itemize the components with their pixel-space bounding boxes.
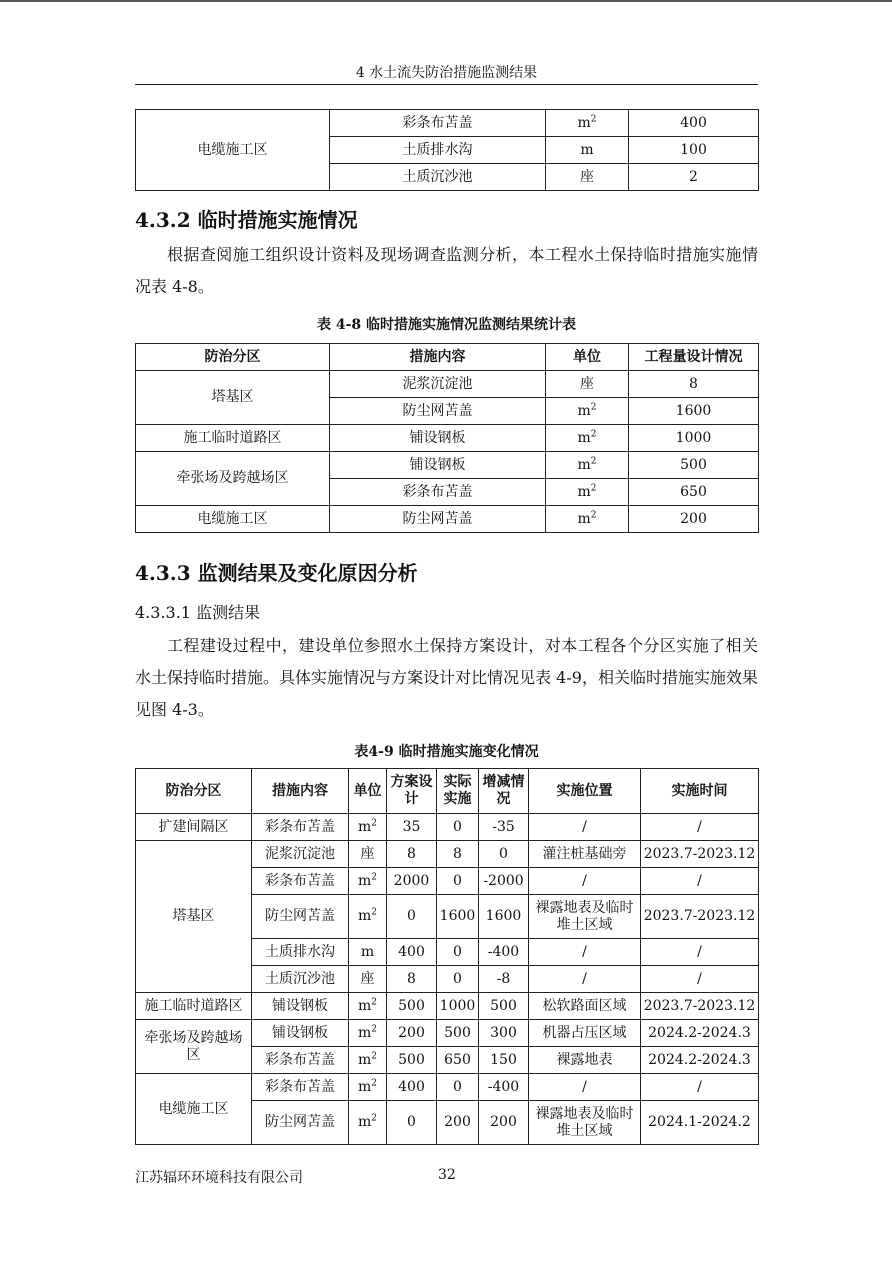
unit-cell: $m^2$: [349, 1101, 387, 1145]
location-cell: /: [529, 939, 641, 966]
design-cell: 8: [387, 841, 437, 868]
change-cell: 1600: [479, 895, 529, 939]
actual-cell: 1000: [437, 993, 479, 1020]
measure-cell: 铺设钢板: [252, 1020, 349, 1047]
measure-cell: 彩条布苫盖: [252, 814, 349, 841]
value-cell: 400: [629, 110, 759, 137]
unit-cell: $m^2$: [349, 993, 387, 1020]
table-row: [136, 841, 759, 868]
table-row: [136, 1074, 759, 1101]
change-cell: -35: [479, 814, 529, 841]
header-cell: 方案设计: [387, 769, 437, 814]
measure-cell: 防尘网苫盖: [252, 895, 349, 939]
zone-cell: 牵张场及跨越场区: [136, 452, 330, 506]
paragraph-432: 根据查阅施工组织设计资料及现场调查监测分析，本工程水土保持临时措施实施情况表 4-8。: [135, 245, 758, 296]
actual-cell: 0: [437, 868, 479, 895]
measure-cell: 彩条布苫盖: [252, 868, 349, 895]
actual-cell: 650: [437, 1047, 479, 1074]
actual-cell: 0: [437, 939, 479, 966]
actual-cell: 500: [437, 1020, 479, 1047]
value-cell: 650: [629, 479, 759, 506]
change-cell: 300: [479, 1020, 529, 1047]
table-row: [136, 110, 759, 137]
unit-cell: 座: [546, 371, 629, 398]
design-cell: 8: [387, 966, 437, 993]
change-cell: 200: [479, 1101, 529, 1145]
top-border: [0, 0, 892, 2]
location-cell: 裸露地表及临时堆土区域: [529, 1101, 641, 1145]
unit-cell: $m^2$: [546, 479, 629, 506]
table-header-row: [136, 344, 759, 371]
zone-cell: 电缆施工区: [136, 506, 330, 533]
measure-cell: 彩条布苫盖: [330, 110, 546, 137]
unit-cell: $m^2$: [546, 425, 629, 452]
zone-cell: 塔基区: [136, 371, 330, 425]
change-cell: 500: [479, 993, 529, 1020]
measure-cell: 土质沉沙池: [252, 966, 349, 993]
change-cell: -2000: [479, 868, 529, 895]
unit-cell: $m^2$: [349, 814, 387, 841]
actual-cell: 0: [437, 1074, 479, 1101]
zone-cell: 扩建间隔区: [136, 814, 252, 841]
zone-cell: 塔基区: [136, 841, 252, 993]
unit-cell: $m^2$: [546, 110, 629, 137]
location-cell: 裸露地表: [529, 1047, 641, 1074]
value-cell: 500: [629, 452, 759, 479]
unit-cell: 座: [349, 966, 387, 993]
table-caption-4-8: 表 4-8 临时措施实施情况监测结果统计表: [316, 317, 577, 333]
table-row: [136, 371, 759, 398]
table-row: [136, 814, 759, 841]
value-cell: 8: [629, 371, 759, 398]
value-cell: 100: [629, 137, 759, 164]
header-rule: [135, 84, 758, 85]
unit-cell: $m^2$: [349, 868, 387, 895]
zone-cell: 施工临时道路区: [136, 993, 252, 1020]
location-cell: /: [529, 966, 641, 993]
value-cell: 1600: [629, 398, 759, 425]
change-cell: -400: [479, 1074, 529, 1101]
time-cell: /: [641, 814, 759, 841]
change-cell: 0: [479, 841, 529, 868]
design-cell: 500: [387, 1047, 437, 1074]
measure-cell: 土质沉沙池: [330, 164, 546, 191]
table-continuation: [135, 109, 759, 191]
measure-cell: 泥浆沉淀池: [252, 841, 349, 868]
location-cell: 机器占压区域: [529, 1020, 641, 1047]
table-row: [136, 425, 759, 452]
actual-cell: 0: [437, 966, 479, 993]
header-cell: 实施时间: [641, 769, 759, 814]
measure-cell: 泥浆沉淀池: [330, 371, 546, 398]
zone-cell: 电缆施工区: [136, 1074, 252, 1145]
section-heading-432: 4.3.2 临时措施实施情况: [135, 208, 358, 232]
location-cell: 裸露地表及临时堆土区域: [529, 895, 641, 939]
running-header: 4 水土流失防治措施监测结果: [355, 65, 538, 81]
change-cell: -8: [479, 966, 529, 993]
table-row: [136, 452, 759, 479]
design-cell: 35: [387, 814, 437, 841]
measure-cell: 彩条布苫盖: [252, 1074, 349, 1101]
paragraph-433: 工程建设过程中，建设单位参照水土保持方案设计，对本工程各个分区实施了相关水土保持临时措施。具体实施情况与方案设计对比情况见表 4-9，相关临时措施实施效果见图 4-3。: [135, 636, 758, 719]
sub-heading-4331: 4.3.3.1 监测结果: [135, 603, 261, 622]
value-cell: 200: [629, 506, 759, 533]
unit-cell: $m^2$: [349, 1074, 387, 1101]
location-cell: 灌注桩基础旁: [529, 841, 641, 868]
actual-cell: 8: [437, 841, 479, 868]
section-heading-433: 4.3.3 监测结果及变化原因分析: [135, 561, 418, 585]
unit-cell: m: [349, 939, 387, 966]
design-cell: 0: [387, 1101, 437, 1145]
actual-cell: 1600: [437, 895, 479, 939]
header-cell: 增减情况: [479, 769, 529, 814]
measure-cell: 防尘网苫盖: [330, 506, 546, 533]
measure-cell: 土质排水沟: [252, 939, 349, 966]
header-cell: 工程量设计情况: [629, 344, 759, 371]
time-cell: /: [641, 939, 759, 966]
time-cell: /: [641, 966, 759, 993]
measure-cell: 土质排水沟: [330, 137, 546, 164]
design-cell: 500: [387, 993, 437, 1020]
time-cell: 2023.7-2023.12: [641, 841, 759, 868]
design-cell: 200: [387, 1020, 437, 1047]
time-cell: 2024.2-2024.3: [641, 1047, 759, 1074]
measure-cell: 彩条布苫盖: [330, 479, 546, 506]
location-cell: /: [529, 814, 641, 841]
measure-cell: 铺设钢板: [330, 452, 546, 479]
header-cell: 措施内容: [330, 344, 546, 371]
location-cell: /: [529, 1074, 641, 1101]
design-cell: 2000: [387, 868, 437, 895]
unit-cell: m: [546, 137, 629, 164]
value-cell: 2: [629, 164, 759, 191]
table-4-8: [135, 343, 759, 533]
unit-cell: $m^2$: [349, 1020, 387, 1047]
measure-cell: 铺设钢板: [252, 993, 349, 1020]
time-cell: 2024.1-2024.2: [641, 1101, 759, 1145]
design-cell: 400: [387, 939, 437, 966]
header-cell: 措施内容: [252, 769, 349, 814]
header-cell: 单位: [546, 344, 629, 371]
value-cell: 1000: [629, 425, 759, 452]
location-cell: 松软路面区域: [529, 993, 641, 1020]
header-cell: 防治分区: [136, 344, 330, 371]
unit-cell: 座: [349, 841, 387, 868]
zone-cell: 电缆施工区: [136, 110, 330, 191]
design-cell: 0: [387, 895, 437, 939]
actual-cell: 200: [437, 1101, 479, 1145]
measure-cell: 防尘网苫盖: [252, 1101, 349, 1145]
change-cell: -400: [479, 939, 529, 966]
zone-cell: 牵张场及跨越场区: [136, 1020, 252, 1074]
table-4-9: [135, 768, 759, 1145]
design-cell: 400: [387, 1074, 437, 1101]
time-cell: /: [641, 1074, 759, 1101]
actual-cell: 0: [437, 814, 479, 841]
table-header-row: [136, 769, 759, 814]
header-cell: 实际实施: [437, 769, 479, 814]
table-row: [136, 1020, 759, 1047]
table-caption-4-9: 表4-9 临时措施实施变化情况: [354, 744, 539, 760]
unit-cell: $m^2$: [546, 398, 629, 425]
time-cell: 2024.2-2024.3: [641, 1020, 759, 1047]
measure-cell: 防尘网苫盖: [330, 398, 546, 425]
table-row: [136, 993, 759, 1020]
time-cell: /: [641, 868, 759, 895]
unit-cell: $m^2$: [349, 895, 387, 939]
table-row: [136, 506, 759, 533]
measure-cell: 彩条布苫盖: [252, 1047, 349, 1074]
time-cell: 2023.7-2023.12: [641, 895, 759, 939]
unit-cell: $m^2$: [349, 1047, 387, 1074]
unit-cell: $m^2$: [546, 452, 629, 479]
page-number: 32: [438, 1167, 456, 1183]
header-cell: 防治分区: [136, 769, 252, 814]
unit-cell: 座: [546, 164, 629, 191]
zone-cell: 施工临时道路区: [136, 425, 330, 452]
header-cell: 单位: [349, 769, 387, 814]
change-cell: 150: [479, 1047, 529, 1074]
measure-cell: 铺设钢板: [330, 425, 546, 452]
unit-cell: $m^2$: [546, 506, 629, 533]
footer-company: 江苏辐环环境科技有限公司: [135, 1170, 303, 1186]
header-cell: 实施位置: [529, 769, 641, 814]
location-cell: /: [529, 868, 641, 895]
time-cell: 2023.7-2023.12: [641, 993, 759, 1020]
